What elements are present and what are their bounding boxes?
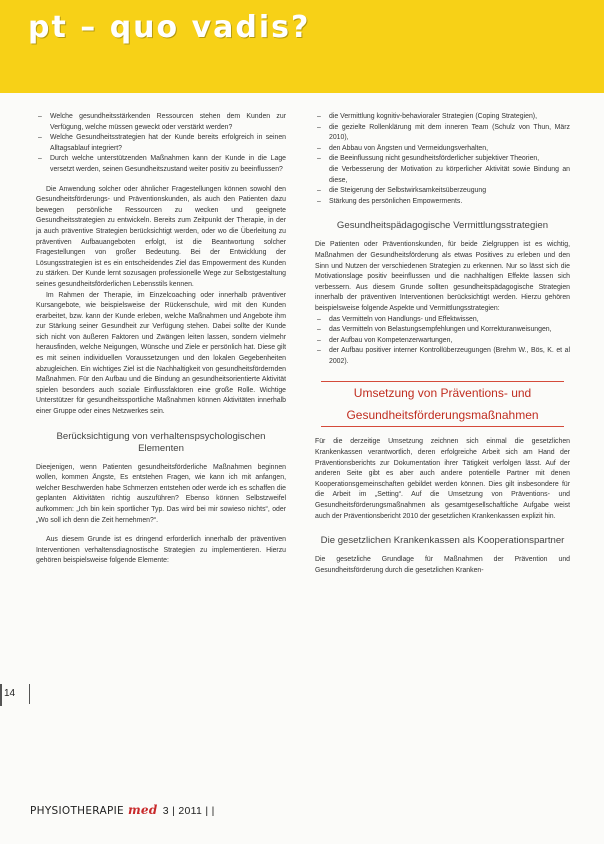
body-paragraph: Im Rahmen der Therapie, im Einzelcoaching oder innerhalb präventiver Kursangebote, wie beispielsweise der Rückenschule, wird mit den Kunden erarbeitet, bzw. kann der Kunde erleben, welche Maßnahmen und Angebote ihm zur Stärkung seiner Gesundheit zur Verfügung stehen. Dabei sollte der Kunde sich nicht von äußeren Faktoren und Zwängen leiten lassen, sondern vielmehr herausfinden, welche Neigungen, Wünsche und Ziele er persönlich hat. Diese gilt es mit seinen individuellen Voraussetzungen und den lokalen Gegebenheiten abzugleichen. Ein wichtiges Ziel ist die Nachhaltigkeit von gesundheitsfördernden Maßnahmen. Für den Aufbau und die Bindung an gesundheitsorientierte Aktivität spielen besonders auch soziale Einflussfaktoren eine große Rolle. Wichtige Unterstützer für gesundheitssportliche Maßnahmen können Aktivitäten innerhalb einer Gruppe oder eines Netzwerkes sein.	[36, 291, 286, 416]
section-heading: Berücksichtigung von verhaltenspsychologischen Elementen	[56, 430, 266, 454]
divider	[321, 426, 564, 427]
footer	[30, 803, 215, 817]
right-column	[315, 112, 570, 576]
body-paragraph: Dieejenigen, wenn Patienten gesundheitsförderliche Maßnahmen beginnen wollen, kommen Ängste, Es entstehen Fragen, wie kann ich mit anfangen, welcher Beschwerden habe Schmerzen entstehen oder werde ich es schaffen die geplanten Aktivitäten richtig auszuführen? Ebenso können Selbstzweifel aufkommen: „Ich bin kein sportlicher Typ. Das wird bei mir sowieso nichts“, oder „Wo soll ich denn die Zeit hernehmen?“.	[36, 463, 286, 524]
list-item: – Durch welche unterstützenden Maßnahmen kann der Kunde in die Lage versetzt werden, seinen Gesundheitszustand weiter positiv zu beeinflussen?	[36, 154, 286, 175]
header-banner	[0, 0, 604, 93]
list-item: – das Vermitteln von Handlungs- und Effektwissen,	[315, 315, 570, 326]
list-item: – die gezielte Rollenklärung mit dem inneren Team (Schulz von Thun, März 2010),	[315, 123, 570, 144]
body-paragraph: Die Anwendung solcher oder ähnlicher Fragestellungen können sowohl den Gesundheitsförderungs- und Präventionskunden, als auch den Patienten dazu bewegen persönliche Ressourcen zu wecken und geeignete Gesundheitsstrategien zu entwickeln. Bereits zum Zeitpunkt der Therapie, in der ja auch präventive Strategien berücksichtigt werden, oder wo die Überleitung zu präventiven Aufbauangeboten erfolgt, ist die Beantwortung solcher Fragestellungen von großer Bedeutung. Bei der Entwicklung der Lösungsstrategien ist es ein entscheidendes Ziel das Empowerment des Kunden zu stärken. Der Kunde lernt sozusagen professionelle Wege zur Selbstgestaltung seines gesundheitsförderlichen Lebensstils kennen.	[36, 185, 286, 288]
journal-name: PHYSIOTHERAPIE	[30, 805, 124, 817]
body-paragraph: Für die derzeitige Umsetzung zeichnen sich einmal die gesetzlichen Krankenkassen verantwortlich, deren erfolgreiche Arbeit sich am Hand der Präventionsberichts zur Dokumentation ihrer Tätigkeit verfolgen lässt. Auf der anderen Seite gibt es aber auch andere potentielle Partner mit denen Kooperationsgemeinschaften gebildet werden können. Dies gilt insbesondere für die Arbeit im „Setting“. Auf die Umsetzung von Präventions- und Gesundheitsförderungsmaßnahmen als gesamtgesellschaftliche Aufgabe weist auch der Präventionsbericht 2010 der gesetzlichen Krankenkassen explizit hin.	[315, 438, 570, 520]
highlight-heading-line: Gesundheitsförderungsmaßnahmen	[346, 408, 539, 423]
list-item: – die Beeinflussung nicht gesundheitsförderlicher subjektiver Theorien,	[315, 154, 570, 165]
list-item: – der Aufbau positiver interner Kontrollüberzeugungen (Brehm W., Bös, K. et al 2002).	[315, 346, 570, 367]
issue-info: 3 | 2011 | |	[162, 805, 215, 817]
left-column	[36, 112, 286, 567]
list-item: – die Steigerung der Selbstwirksamkeitsüberzeugung	[315, 186, 570, 197]
page-edge-marker	[0, 684, 2, 706]
list-item: die Verbesserung der Motivation zu körperlicher Aktivität sowie Bindung an diese,	[329, 165, 570, 184]
section-heading: Gesundheitspädagogische Vermittlungsstrategien	[336, 220, 549, 232]
highlight-heading-block	[315, 381, 570, 427]
list-item: – den Abbau von Ängsten und Vermeidungsverhalten,	[315, 144, 570, 155]
list-item: – die Vermittlung kognitiv-behavioraler Strategien (Coping Strategien),	[315, 112, 570, 123]
list-item: – das Vermitteln von Belastungsempfehlungen und Korrekturanweisungen,	[315, 325, 570, 336]
journal-logo-word: med	[127, 803, 158, 817]
list-item: – Welche Gesundheitsstrategien hat der Kunde bereits erfolgreich in seinen Alltagsablauf integriert?	[36, 133, 286, 154]
question-list	[36, 112, 286, 176]
list-item: – Stärkung des persönlichen Empowerments.	[315, 197, 570, 208]
list-item: – Welche gesundheitsstärkenden Ressourcen stehen dem Kunden zur Verfügung, welche müssen geweckt oder verstärkt werden?	[36, 112, 286, 133]
aspect-list	[315, 315, 570, 368]
body-paragraph: Die Patienten oder Präventionskunden, für beide Zielgruppen ist es wichtig, Maßnahmen der Gesundheitsförderung als etwas Positives zu erleben und den Sinn und Nutzen der verschiedenen Strategien zu erkennen. Nur so lässt sich die Motivationslage positiv beeinflussen und die nachhaltigen Effekte lassen sich verbessern. Aus diesem Grunde sollten gesundheitspädagogische Strategien innerhalb der präventiven Interventionen berücksichtigt werden. Hierzu gehören beispielsweise folgende Aspekte und Vermittlungsstrategien:	[315, 241, 570, 312]
list-item: – der Aufbau von Kompetenzerwartungen,	[315, 336, 570, 347]
section-heading: Die gesetzlichen Krankenkassen als Kooperationspartner	[320, 535, 565, 547]
body-paragraph: Die gesetzliche Grundlage für Maßnahmen der Prävention und Gesundheitsförderung durch die gesetzlichen Kranken-	[315, 556, 570, 574]
magazine-section-title: pt – quo vadis?	[28, 10, 311, 45]
body-paragraph: Aus diesem Grunde ist es dringend erforderlich innerhalb der präventiven Interventionen verhaltensdiagnostische Strategien zu implementieren. Hierzu gehören beispielsweise folgende Elemente:	[36, 536, 286, 565]
strategy-list	[315, 112, 570, 207]
highlight-heading-line: Umsetzung von Präventions- und	[353, 386, 532, 401]
page-number: 14	[4, 684, 30, 704]
